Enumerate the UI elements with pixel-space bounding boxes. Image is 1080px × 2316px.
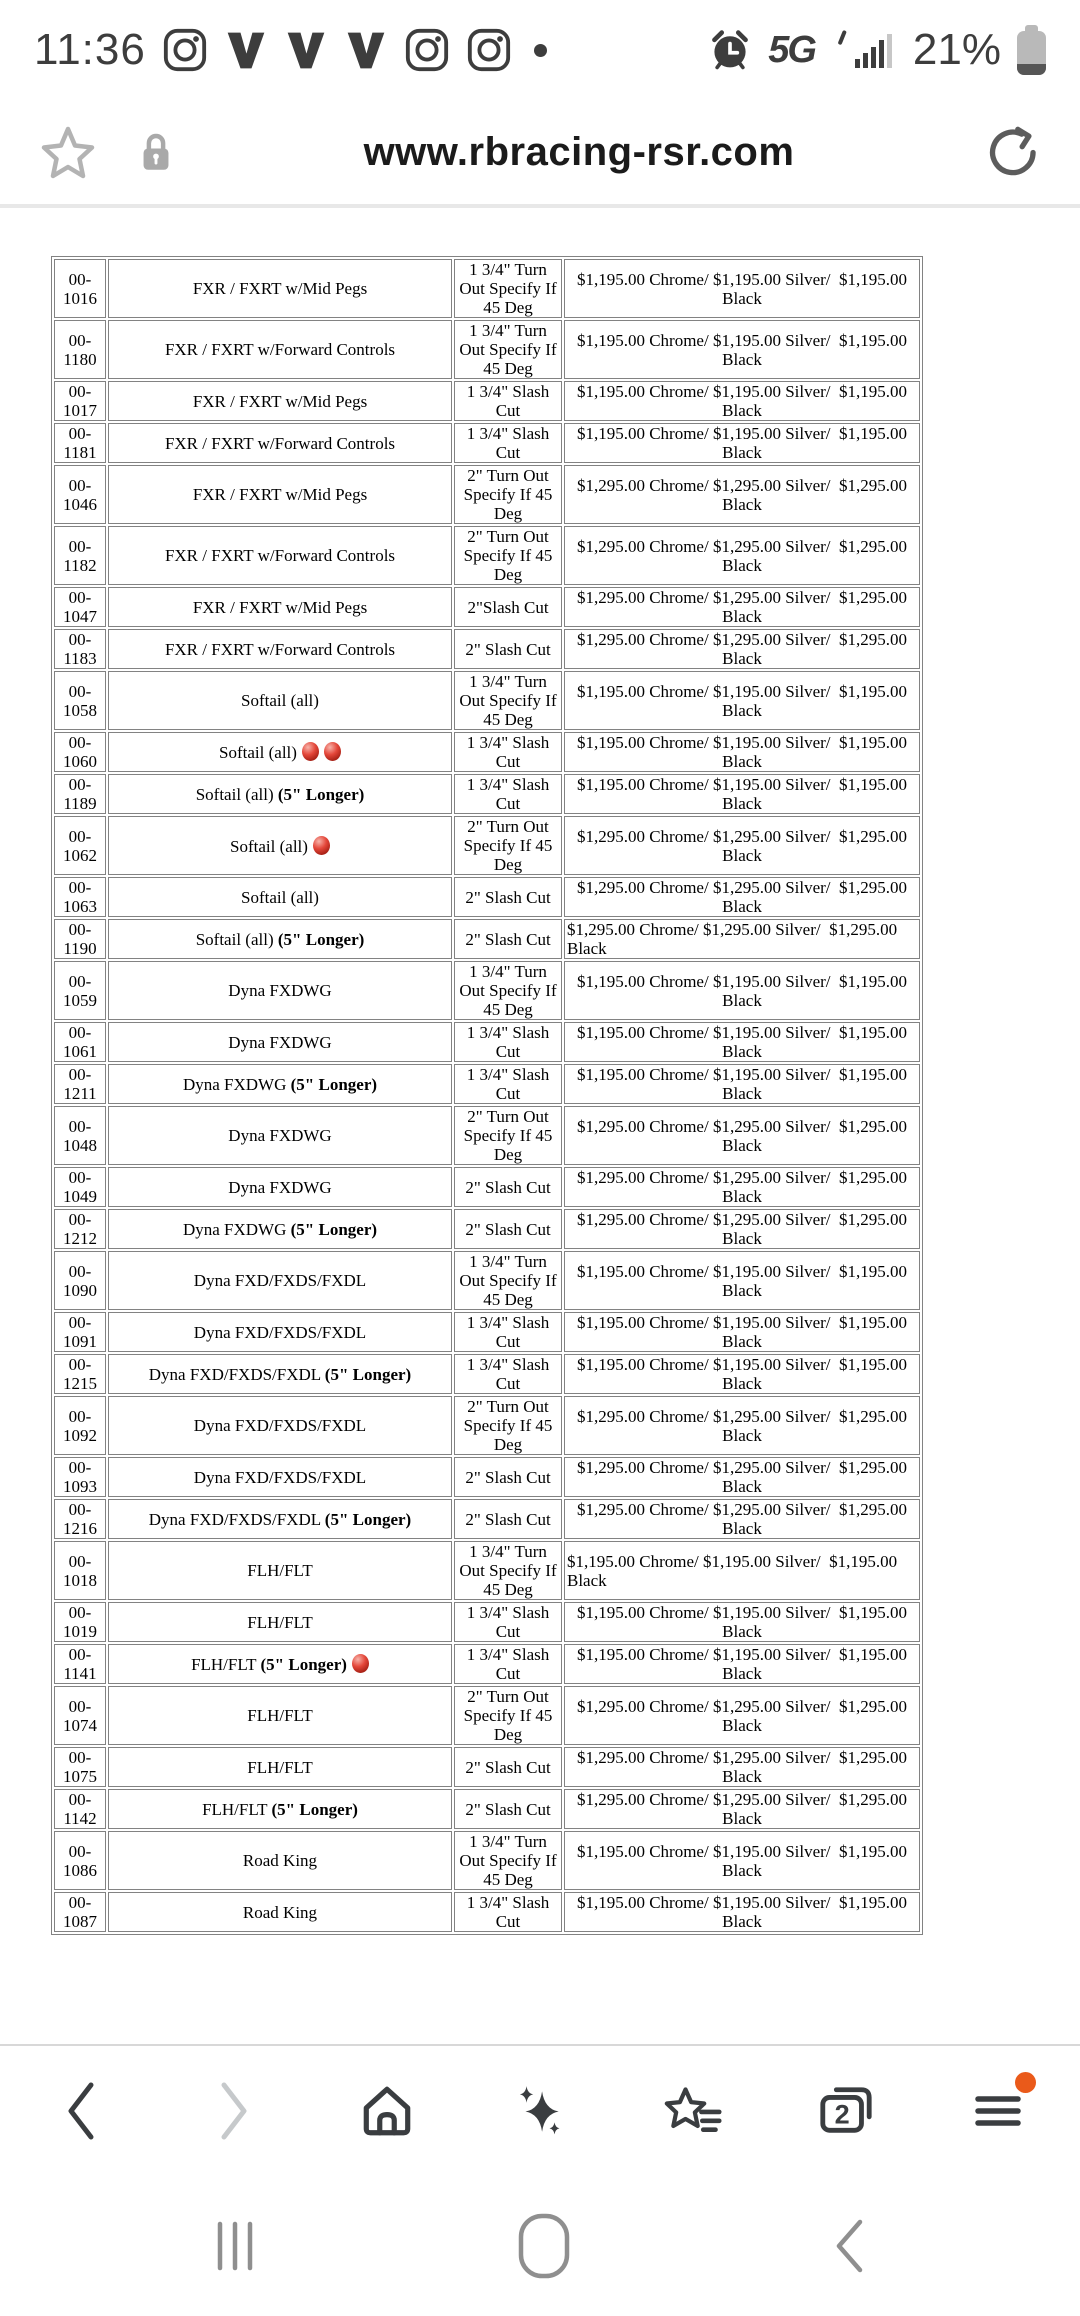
pipe-style-cell: 2"Slash Cut <box>454 587 562 627</box>
pipe-style-cell: 2" Slash Cut <box>454 629 562 669</box>
pipe-style-cell: 2" Slash Cut <box>454 1789 562 1829</box>
parts-table-body <box>54 259 920 1932</box>
model-cell: Softail (all) <box>108 732 452 772</box>
part-number-cell: 00-1215 <box>54 1354 106 1394</box>
table-row <box>54 1106 920 1165</box>
pipe-style-cell: 2" Turn Out Specify If 45 Deg <box>454 816 562 875</box>
model-cell: FLH/FLT <box>108 1686 452 1745</box>
model-cell: Dyna FXD/FXDS/FXDL <box>108 1396 452 1455</box>
price-cell: $1,295.00 Chrome/ $1,295.00 Silver/ $1,295.00 Black <box>564 587 920 627</box>
pipe-style-cell: 1 3/4" Turn Out Specify If 45 Deg <box>454 1251 562 1310</box>
part-number-cell: 00-1018 <box>54 1541 106 1600</box>
part-number-cell: 00-1093 <box>54 1457 106 1497</box>
model-cell: FXR / FXRT w/Forward Controls <box>108 629 452 669</box>
pipe-style-cell: 1 3/4" Turn Out Specify If 45 Deg <box>454 259 562 318</box>
price-cell: $1,195.00 Chrome/ $1,195.00 Silver/ $1,195.00 Black <box>564 423 920 463</box>
price-cell: $1,295.00 Chrome/ $1,295.00 Silver/ $1,295.00 Black <box>564 629 920 669</box>
part-number-cell: 00-1090 <box>54 1251 106 1310</box>
part-number-cell: 00-1061 <box>54 1022 106 1062</box>
battery-percent-text: 21% <box>912 25 1001 74</box>
price-cell: $1,295.00 Chrome/ $1,295.00 Silver/ $1,295.00 Black <box>564 919 920 959</box>
price-cell: $1,195.00 Chrome/ $1,195.00 Silver/ $1,195.00 Black <box>564 1541 920 1600</box>
model-cell: Dyna FXDWG <box>108 961 452 1020</box>
part-number-cell: 00-1046 <box>54 465 106 524</box>
red-ball-icon <box>352 1654 369 1673</box>
price-cell: $1,295.00 Chrome/ $1,295.00 Silver/ $1,295.00 Black <box>564 1457 920 1497</box>
status-bar-right <box>708 25 1046 75</box>
v-app-icon <box>344 27 388 73</box>
price-cell: $1,295.00 Chrome/ $1,295.00 Silver/ $1,295.00 Black <box>564 1686 920 1745</box>
model-cell: FLH/FLT <box>108 1602 452 1642</box>
part-number-cell: 00-1048 <box>54 1106 106 1165</box>
part-number-cell: 00-1016 <box>54 259 106 318</box>
price-cell: $1,295.00 Chrome/ $1,295.00 Silver/ $1,295.00 Black <box>564 1209 920 1249</box>
model-cell: Dyna FXDWG <box>108 1022 452 1062</box>
table-row <box>54 1789 920 1829</box>
instagram-icon <box>466 27 512 73</box>
home-nav-button[interactable] <box>518 2213 570 2279</box>
pipe-style-cell: 2" Slash Cut <box>454 1499 562 1539</box>
table-row <box>54 1251 920 1310</box>
pipe-style-cell: 1 3/4" Slash Cut <box>454 1022 562 1062</box>
table-row <box>54 259 920 318</box>
forward-button[interactable] <box>205 2076 263 2146</box>
bookmarks-star-list-icon[interactable] <box>664 2076 722 2146</box>
model-cell: Dyna FXDWG (5" Longer) <box>108 1209 452 1249</box>
price-cell: $1,295.00 Chrome/ $1,295.00 Silver/ $1,295.00 Black <box>564 465 920 524</box>
menu-notification-dot <box>1015 2072 1036 2093</box>
table-row <box>54 774 920 814</box>
pipe-style-cell: 1 3/4" Slash Cut <box>454 1892 562 1932</box>
table-row <box>54 381 920 421</box>
web-content <box>0 212 1080 2046</box>
table-row <box>54 1312 920 1352</box>
part-number-cell: 00-1049 <box>54 1167 106 1207</box>
battery-icon <box>1017 25 1046 75</box>
table-row <box>54 961 920 1020</box>
pipe-style-cell: 2" Slash Cut <box>454 1209 562 1249</box>
part-number-cell: 00-1017 <box>54 381 106 421</box>
pipe-style-cell: 1 3/4" Slash Cut <box>454 1644 562 1684</box>
pipe-style-cell: 2" Slash Cut <box>454 919 562 959</box>
lock-icon[interactable] <box>140 131 172 173</box>
part-number-cell: 00-1216 <box>54 1499 106 1539</box>
instagram-icon <box>162 27 208 73</box>
part-number-cell: 00-1212 <box>54 1209 106 1249</box>
table-row <box>54 320 920 379</box>
back-button[interactable] <box>52 2076 110 2146</box>
menu-button[interactable] <box>970 2076 1028 2146</box>
model-cell: FLH/FLT (5" Longer) <box>108 1789 452 1829</box>
instagram-icon <box>404 27 450 73</box>
pipe-style-cell: 1 3/4" Turn Out Specify If 45 Deg <box>454 671 562 730</box>
model-cell: Dyna FXD/FXDS/FXDL <box>108 1312 452 1352</box>
table-row <box>54 1167 920 1207</box>
table-row <box>54 1686 920 1745</box>
model-cell: FXR / FXRT w/Mid Pegs <box>108 381 452 421</box>
price-cell: $1,195.00 Chrome/ $1,195.00 Silver/ $1,195.00 Black <box>564 320 920 379</box>
price-cell: $1,295.00 Chrome/ $1,295.00 Silver/ $1,295.00 Black <box>564 1167 920 1207</box>
pipe-style-cell: 1 3/4" Slash Cut <box>454 423 562 463</box>
model-cell: FLH/FLT <box>108 1747 452 1787</box>
price-cell: $1,195.00 Chrome/ $1,195.00 Silver/ $1,195.00 Black <box>564 1064 920 1104</box>
pipe-style-cell: 1 3/4" Slash Cut <box>454 732 562 772</box>
v-app-icon <box>224 27 268 73</box>
part-number-cell: 00-1060 <box>54 732 106 772</box>
pipe-style-cell: 2" Turn Out Specify If 45 Deg <box>454 1686 562 1745</box>
back-nav-button[interactable] <box>830 2218 868 2274</box>
red-ball-icon <box>302 742 319 761</box>
price-cell: $1,195.00 Chrome/ $1,195.00 Silver/ $1,195.00 Black <box>564 1022 920 1062</box>
model-cell: Dyna FXDWG (5" Longer) <box>108 1064 452 1104</box>
pipe-style-cell: 2" Turn Out Specify If 45 Deg <box>454 1106 562 1165</box>
price-cell: $1,195.00 Chrome/ $1,195.00 Silver/ $1,195.00 Black <box>564 381 920 421</box>
part-number-cell: 00-1062 <box>54 816 106 875</box>
price-cell: $1,195.00 Chrome/ $1,195.00 Silver/ $1,195.00 Black <box>564 732 920 772</box>
tab-count: 2 <box>834 2099 850 2130</box>
network-tick-icon <box>838 29 847 44</box>
table-row <box>54 1602 920 1642</box>
part-number-cell: 00-1092 <box>54 1396 106 1455</box>
table-row <box>54 1747 920 1787</box>
model-cell: FXR / FXRT w/Mid Pegs <box>108 259 452 318</box>
pipe-style-cell: 2" Slash Cut <box>454 877 562 917</box>
tab-manager-button[interactable] <box>817 2076 875 2146</box>
recents-button[interactable] <box>212 2221 258 2271</box>
model-cell: Softail (all) (5" Longer) <box>108 774 452 814</box>
table-row <box>54 1022 920 1062</box>
parts-price-table <box>51 256 923 1935</box>
price-cell: $1,295.00 Chrome/ $1,295.00 Silver/ $1,295.00 Black <box>564 877 920 917</box>
price-cell: $1,195.00 Chrome/ $1,195.00 Silver/ $1,195.00 Black <box>564 259 920 318</box>
part-number-cell: 00-1142 <box>54 1789 106 1829</box>
model-cell: Softail (all) <box>108 877 452 917</box>
v-app-icon <box>284 27 328 73</box>
model-cell: Dyna FXD/FXDS/FXDL <box>108 1251 452 1310</box>
table-row <box>54 526 920 585</box>
part-number-cell: 00-1141 <box>54 1644 106 1684</box>
part-number-cell: 00-1087 <box>54 1892 106 1932</box>
price-cell: $1,295.00 Chrome/ $1,295.00 Silver/ $1,295.00 Black <box>564 816 920 875</box>
browser-toolbar <box>0 2046 1080 2176</box>
pipe-style-cell: 2" Slash Cut <box>454 1747 562 1787</box>
model-cell: FLH/FLT <box>108 1541 452 1600</box>
pipe-style-cell: 1 3/4" Slash Cut <box>454 774 562 814</box>
part-number-cell: 00-1075 <box>54 1747 106 1787</box>
price-cell: $1,195.00 Chrome/ $1,195.00 Silver/ $1,195.00 Black <box>564 1602 920 1642</box>
model-cell: Road King <box>108 1831 452 1890</box>
part-number-cell: 00-1074 <box>54 1686 106 1745</box>
table-row <box>54 587 920 627</box>
price-cell: $1,195.00 Chrome/ $1,195.00 Silver/ $1,195.00 Black <box>564 1354 920 1394</box>
price-cell: $1,195.00 Chrome/ $1,195.00 Silver/ $1,195.00 Black <box>564 1892 920 1932</box>
price-cell: $1,295.00 Chrome/ $1,295.00 Silver/ $1,295.00 Black <box>564 526 920 585</box>
table-row <box>54 629 920 669</box>
refresh-icon[interactable] <box>986 125 1040 179</box>
table-row <box>54 816 920 875</box>
part-number-cell: 00-1063 <box>54 877 106 917</box>
table-row <box>54 732 920 772</box>
table-row <box>54 465 920 524</box>
table-row <box>54 423 920 463</box>
model-cell: Softail (all) <box>108 816 452 875</box>
pipe-style-cell: 1 3/4" Slash Cut <box>454 381 562 421</box>
table-row <box>54 1457 920 1497</box>
model-cell: FXR / FXRT w/Forward Controls <box>108 320 452 379</box>
part-number-cell: 00-1058 <box>54 671 106 730</box>
pipe-style-cell: 1 3/4" Slash Cut <box>454 1602 562 1642</box>
address-url-text[interactable]: www.rbracing-rsr.com <box>363 129 795 174</box>
part-number-cell: 00-1019 <box>54 1602 106 1642</box>
table-row <box>54 919 920 959</box>
pipe-style-cell: 2" Slash Cut <box>454 1457 562 1497</box>
model-cell: FLH/FLT (5" Longer) <box>108 1644 452 1684</box>
part-number-cell: 00-1181 <box>54 423 106 463</box>
pipe-style-cell: 2" Turn Out Specify If 45 Deg <box>454 526 562 585</box>
ai-sparkles-icon[interactable] <box>511 2076 569 2146</box>
pipe-style-cell: 1 3/4" Turn Out Specify If 45 Deg <box>454 961 562 1020</box>
part-number-cell: 00-1091 <box>54 1312 106 1352</box>
model-cell: Softail (all) (5" Longer) <box>108 919 452 959</box>
pipe-style-cell: 1 3/4" Slash Cut <box>454 1312 562 1352</box>
model-cell: FXR / FXRT w/Mid Pegs <box>108 587 452 627</box>
price-cell: $1,195.00 Chrome/ $1,195.00 Silver/ $1,195.00 Black <box>564 671 920 730</box>
table-row <box>54 1831 920 1890</box>
pipe-style-cell: 2" Turn Out Specify If 45 Deg <box>454 1396 562 1455</box>
table-row <box>54 1209 920 1249</box>
table-row <box>54 671 920 730</box>
table-row <box>54 1541 920 1600</box>
alarm-icon <box>708 28 752 72</box>
url-bar[interactable] <box>0 100 1080 208</box>
model-cell: FXR / FXRT w/Forward Controls <box>108 526 452 585</box>
clock-text: 11:36 <box>34 25 146 74</box>
pipe-style-cell: 1 3/4" Slash Cut <box>454 1354 562 1394</box>
model-cell: Dyna FXDWG <box>108 1106 452 1165</box>
status-bar-left <box>34 25 547 75</box>
model-cell: Dyna FXD/FXDS/FXDL (5" Longer) <box>108 1499 452 1539</box>
model-cell: Road King <box>108 1892 452 1932</box>
part-number-cell: 00-1211 <box>54 1064 106 1104</box>
status-bar <box>0 0 1080 100</box>
model-cell: Dyna FXDWG <box>108 1167 452 1207</box>
price-cell: $1,195.00 Chrome/ $1,195.00 Silver/ $1,195.00 Black <box>564 774 920 814</box>
pipe-style-cell: 1 3/4" Slash Cut <box>454 1064 562 1104</box>
model-cell: FXR / FXRT w/Mid Pegs <box>108 465 452 524</box>
model-cell: Dyna FXD/FXDS/FXDL (5" Longer) <box>108 1354 452 1394</box>
pipe-style-cell: 2" Slash Cut <box>454 1167 562 1207</box>
table-row <box>54 1354 920 1394</box>
price-cell: $1,295.00 Chrome/ $1,295.00 Silver/ $1,295.00 Black <box>564 1499 920 1539</box>
part-number-cell: 00-1189 <box>54 774 106 814</box>
table-row <box>54 1644 920 1684</box>
table-row <box>54 1396 920 1455</box>
model-cell: FXR / FXRT w/Forward Controls <box>108 423 452 463</box>
part-number-cell: 00-1190 <box>54 919 106 959</box>
price-cell: $1,195.00 Chrome/ $1,195.00 Silver/ $1,195.00 Black <box>564 1251 920 1310</box>
table-row <box>54 1499 920 1539</box>
price-cell: $1,295.00 Chrome/ $1,295.00 Silver/ $1,295.00 Black <box>564 1747 920 1787</box>
pipe-style-cell: 1 3/4" Turn Out Specify If 45 Deg <box>454 1541 562 1600</box>
more-notifications-dot-icon <box>534 44 547 57</box>
price-cell: $1,295.00 Chrome/ $1,295.00 Silver/ $1,295.00 Black <box>564 1106 920 1165</box>
signal-strength-icon <box>855 32 897 68</box>
table-row <box>54 1892 920 1932</box>
pipe-style-cell: 1 3/4" Turn Out Specify If 45 Deg <box>454 1831 562 1890</box>
table-row <box>54 877 920 917</box>
pipe-style-cell: 1 3/4" Turn Out Specify If 45 Deg <box>454 320 562 379</box>
price-cell: $1,295.00 Chrome/ $1,295.00 Silver/ $1,295.00 Black <box>564 1396 920 1455</box>
model-cell: Softail (all) <box>108 671 452 730</box>
part-number-cell: 00-1183 <box>54 629 106 669</box>
red-ball-icon <box>324 742 341 761</box>
home-button[interactable] <box>358 2076 416 2146</box>
system-navigation-bar <box>0 2176 1080 2316</box>
pipe-style-cell: 2" Turn Out Specify If 45 Deg <box>454 465 562 524</box>
price-cell: $1,195.00 Chrome/ $1,195.00 Silver/ $1,195.00 Black <box>564 961 920 1020</box>
price-cell: $1,195.00 Chrome/ $1,195.00 Silver/ $1,195.00 Black <box>564 1831 920 1890</box>
part-number-cell: 00-1180 <box>54 320 106 379</box>
network-5g-text: 5G <box>768 28 815 71</box>
table-row <box>54 1064 920 1104</box>
red-ball-icon <box>313 836 330 855</box>
bookmark-star-icon[interactable] <box>40 125 96 179</box>
part-number-cell: 00-1086 <box>54 1831 106 1890</box>
price-cell: $1,295.00 Chrome/ $1,295.00 Silver/ $1,295.00 Black <box>564 1789 920 1829</box>
model-cell: Dyna FXD/FXDS/FXDL <box>108 1457 452 1497</box>
part-number-cell: 00-1059 <box>54 961 106 1020</box>
part-number-cell: 00-1047 <box>54 587 106 627</box>
price-cell: $1,195.00 Chrome/ $1,195.00 Silver/ $1,195.00 Black <box>564 1644 920 1684</box>
part-number-cell: 00-1182 <box>54 526 106 585</box>
price-cell: $1,195.00 Chrome/ $1,195.00 Silver/ $1,195.00 Black <box>564 1312 920 1352</box>
